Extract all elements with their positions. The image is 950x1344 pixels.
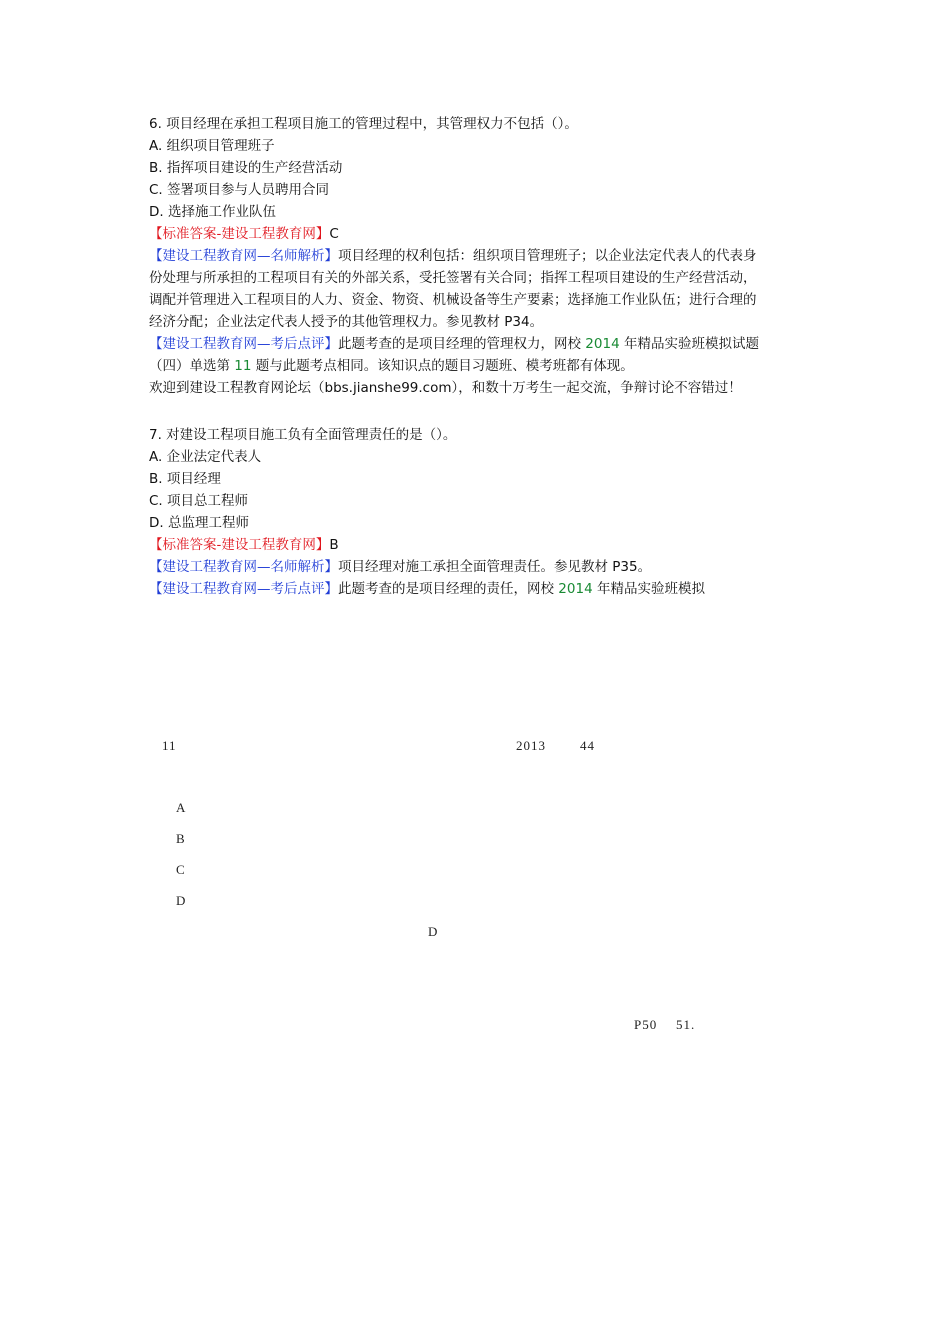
question-6 — [149, 113, 759, 399]
answer-tag: 【标准答案-建设工程教育网】 — [149, 226, 330, 242]
question-6-option-c: C. 签署项目参与人员聘用合同 — [149, 182, 330, 198]
question-7-option-c: C. 项目总工程师 — [149, 493, 249, 509]
analysis-text: 项目经理对施工承担全面管理责任。参见教材 P35。 — [338, 559, 652, 575]
review-number: 11 — [234, 358, 252, 374]
analysis-tag: 【建设工程教育网—名师解析】 — [149, 248, 338, 264]
question-7-stem: 7. 对建设工程项目施工负有全面管理责任的是（）。 — [149, 427, 457, 443]
garbled-explain-3-page: P50 — [634, 1017, 658, 1032]
review-text-c: 题与此题考点相同。该知识点的题目习题班、模考班都有体现。 — [255, 358, 634, 374]
analysis-tag: 【建设工程教育网—名师解析】 — [149, 559, 338, 575]
garbled-option-a: A — [176, 800, 187, 815]
question-7-option-d: D. 总监理工程师 — [149, 515, 249, 531]
question-6-answer — [149, 223, 759, 245]
review-text-a: 此题考查的是项目经理的责任，网校 — [338, 581, 554, 597]
question-7-analysis — [149, 556, 759, 578]
review-tag: 【建设工程教育网—考后点评】 — [149, 336, 338, 352]
question-6-review — [149, 333, 759, 377]
review-text-a: 此题考查的是项目经理的管理权力，网校 — [338, 336, 581, 352]
question-7 — [149, 424, 759, 600]
answer-value: C — [329, 226, 339, 242]
question-7-review — [149, 578, 759, 600]
review-tag: 【建设工程教育网—考后点评】 — [149, 581, 338, 597]
question-6-stem: 6. 项目经理在承担工程项目施工的管理过程中，其管理权力不包括（）。 — [149, 116, 578, 132]
garbled-option-c: C — [176, 862, 186, 877]
review-year: 2014 — [558, 581, 593, 597]
review-text-b: 年精品实验班模拟试题（四）单选第 — [149, 336, 759, 374]
question-6-option-a: A. 组织项目管理班子 — [149, 138, 275, 154]
garbled-explain-3-num: 51. — [676, 1017, 696, 1032]
garbled-option-d: D — [176, 893, 187, 908]
review-text-b: 年精品实验班模拟 — [596, 581, 705, 597]
review-year: 2014 — [585, 336, 620, 352]
question-7-option-a: A. 企业法定代表人 — [149, 449, 262, 465]
question-7-option-b: B. 项目经理 — [149, 471, 221, 487]
garbled-line-1-year: 2013 — [516, 738, 546, 753]
garbled-answer-value: D — [428, 924, 439, 939]
analysis-text: 项目经理的权利包括：组织项目管理班子；以企业法定代表人的代表身份处理与所承担的工程项目有关的外部关系，受托签署有关合同；指挥工程项目建设的生产经营活动，调配并管理进入工程项目的人力、资金、物资、机械设备等生产要素；选择施工作业队伍；进行合理的经济分配；企业法定代表人授予的其他管理权力。参见教材 P34。 — [149, 248, 757, 330]
question-7-answer — [149, 534, 759, 556]
question-6-option-d: D. 选择施工作业队伍 — [149, 204, 276, 220]
answer-tag: 【标准答案-建设工程教育网】 — [149, 537, 330, 553]
garbled-option-b: B — [176, 831, 186, 846]
garbled-line-1-num: 44 — [580, 738, 595, 753]
garbled-line-1-a: 11 — [162, 738, 177, 753]
answer-value: B — [329, 537, 339, 553]
question-6-option-b: B. 指挥项目建设的生产经营活动 — [149, 160, 343, 176]
question-6-analysis — [149, 245, 759, 333]
forum-invite: 欢迎到建设工程教育网论坛（bbs.jianshe99.com），和数十万考生一起交流，争辩讨论不容错过！ — [149, 380, 742, 396]
